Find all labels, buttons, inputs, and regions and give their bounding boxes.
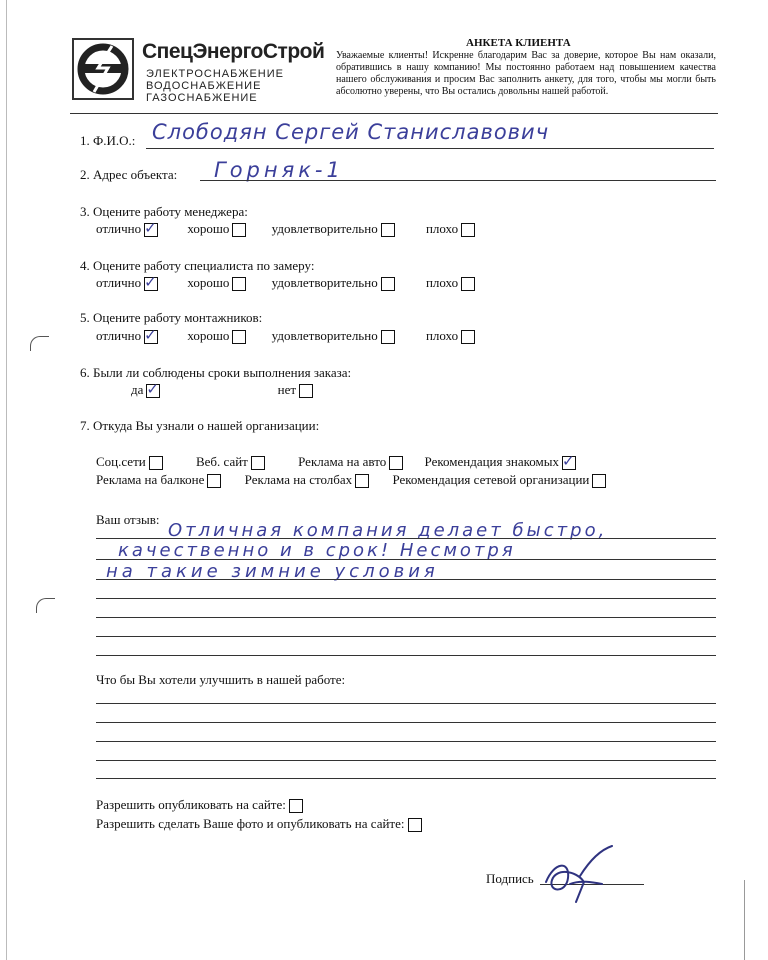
q4-bad-checkbox[interactable] bbox=[461, 277, 475, 291]
signature-handwriting[interactable] bbox=[540, 842, 620, 906]
q4-option-satisfactory: удовлетворительно bbox=[271, 275, 378, 290]
q6-option-yes: да bbox=[131, 382, 144, 397]
q3-bad-checkbox[interactable] bbox=[461, 223, 475, 237]
q5-good-checkbox[interactable] bbox=[232, 330, 246, 344]
q1-label: 1. Ф.И.О.: bbox=[80, 133, 136, 148]
q7-car-ads-checkbox[interactable] bbox=[389, 456, 403, 470]
q4-good-checkbox[interactable] bbox=[232, 277, 246, 291]
q6-no-checkbox[interactable] bbox=[299, 384, 313, 398]
q6-label: 6. Были ли соблюдены сроки выполнения заказа: bbox=[80, 365, 352, 380]
q5-label: 5. Оцените работу монтажников: bbox=[80, 310, 263, 325]
q7-option-balcony: Реклама на балконе bbox=[96, 472, 205, 487]
q7-option-car-ads: Реклама на авто bbox=[298, 454, 387, 469]
q5-options bbox=[96, 328, 475, 344]
checkmark-icon: ✓ bbox=[144, 273, 157, 292]
checkmark-icon: ✓ bbox=[144, 219, 157, 238]
q4-option-good: хорошо bbox=[187, 275, 230, 290]
q5-satisfactory-checkbox[interactable] bbox=[381, 330, 395, 344]
q4-option-bad: плохо bbox=[425, 275, 459, 290]
checkmark-icon: ✓ bbox=[146, 380, 159, 399]
publish-site-row bbox=[96, 797, 303, 813]
signature-label: Подпись bbox=[486, 871, 534, 886]
q7-social-checkbox[interactable] bbox=[149, 456, 163, 470]
logo-line-water: ВОДОСНАБЖЕНИЕ bbox=[146, 80, 262, 92]
q7-website-checkbox[interactable] bbox=[251, 456, 265, 470]
q3-good-checkbox[interactable] bbox=[232, 223, 246, 237]
q2-label: 2. Адрес объекта: bbox=[80, 167, 178, 182]
q7-poles-checkbox[interactable] bbox=[355, 474, 369, 488]
q5-option-bad: плохо bbox=[425, 328, 459, 343]
q7-balcony-checkbox[interactable] bbox=[207, 474, 221, 488]
q7-option-poles: Реклама на столбах bbox=[244, 472, 353, 487]
q5-option-good: хорошо bbox=[187, 328, 230, 343]
q7-options-row2 bbox=[96, 472, 606, 488]
review-line bbox=[96, 617, 716, 618]
q3-label: 3. Оцените работу менеджера: bbox=[80, 204, 248, 219]
q6-options bbox=[131, 382, 313, 398]
q5-excellent-checkbox[interactable] bbox=[144, 326, 158, 345]
scan-mark bbox=[30, 336, 49, 351]
q3-options bbox=[96, 221, 475, 237]
q5-option-excellent: отлично bbox=[96, 328, 142, 343]
q3-option-bad: плохо bbox=[425, 221, 459, 236]
q4-label: 4. Оцените работу специалиста по замеру: bbox=[80, 258, 315, 273]
q3-satisfactory-checkbox[interactable] bbox=[381, 223, 395, 237]
publish-photo-row bbox=[96, 816, 422, 832]
improve-line bbox=[96, 778, 716, 779]
logo-line-gas: ГАЗОСНАБЖЕНИЕ bbox=[146, 92, 258, 104]
q4-excellent-checkbox[interactable] bbox=[144, 273, 158, 292]
q2-handwritten-address[interactable]: Горняк-1 bbox=[214, 158, 344, 182]
improve-line bbox=[96, 760, 716, 761]
scan-edge-left bbox=[6, 0, 7, 960]
q3-excellent-checkbox[interactable] bbox=[144, 219, 158, 238]
improve-line bbox=[96, 722, 716, 723]
q7-network-checkbox[interactable] bbox=[592, 474, 606, 488]
q4-option-excellent: отлично bbox=[96, 275, 142, 290]
logo-line-electric: ЭЛЕКТРОСНАБЖЕНИЕ bbox=[146, 68, 284, 80]
publish-site-label: Разрешить опубликовать на сайте: bbox=[96, 797, 286, 812]
q2-underline bbox=[200, 180, 716, 181]
scan-edge-right bbox=[744, 880, 745, 960]
signature-scribble-icon bbox=[540, 842, 620, 906]
q7-option-website: Веб. сайт bbox=[195, 454, 248, 469]
q7-option-friends: Рекомендация знакомых bbox=[424, 454, 559, 469]
review-line bbox=[96, 559, 716, 560]
review-line-1[interactable]: Отличная компания делает быстро, bbox=[168, 520, 608, 541]
q7-option-social: Соц.сети bbox=[96, 454, 146, 469]
q3-option-good: хорошо bbox=[187, 221, 230, 236]
q3-option-excellent: отлично bbox=[96, 221, 142, 236]
review-label: Ваш отзыв: bbox=[96, 512, 160, 527]
q7-options-row1 bbox=[96, 454, 576, 470]
review-line bbox=[96, 598, 716, 599]
logo-emblem-icon bbox=[72, 38, 134, 100]
q6-yes-checkbox[interactable] bbox=[146, 380, 160, 399]
q5-bad-checkbox[interactable] bbox=[461, 330, 475, 344]
q4-satisfactory-checkbox[interactable] bbox=[381, 277, 395, 291]
company-logo bbox=[72, 38, 134, 100]
checkmark-icon: ✓ bbox=[144, 326, 157, 345]
q1-underline bbox=[146, 148, 714, 149]
improve-label: Что бы Вы хотели улучшить в нашей работе: bbox=[96, 672, 346, 687]
q6-option-no: нет bbox=[277, 382, 297, 397]
company-name: СпецЭнергоСтрой bbox=[142, 40, 325, 63]
publish-photo-checkbox[interactable] bbox=[408, 818, 422, 832]
q3-option-satisfactory: удовлетворительно bbox=[271, 221, 378, 236]
review-line bbox=[96, 636, 716, 637]
improve-line bbox=[96, 703, 716, 704]
q1-handwritten-name[interactable]: Слободян Сергей Станиславович bbox=[152, 120, 550, 144]
scan-mark bbox=[36, 598, 55, 613]
improve-line bbox=[96, 741, 716, 742]
header-divider bbox=[70, 113, 718, 114]
review-line-2[interactable]: качественно и в срок! Несмотря bbox=[118, 540, 516, 561]
q4-options bbox=[96, 275, 475, 291]
q7-friends-checkbox[interactable] bbox=[561, 452, 576, 471]
intro-text: Уважаемые клиенты! Искренне благодарим Вас за доверие, которое Вы нам оказали, обратившись в нашу компанию! Мы постоянно работаем над повышением качества нашего обслуживания и просим Вас заполнить анкету, для того, чтобы мы могли быть абсолютно уверены, что Вы остались довольны нашей работой. bbox=[336, 50, 716, 97]
q5-option-satisfactory: удовлетворительно bbox=[271, 328, 378, 343]
review-line bbox=[96, 655, 716, 656]
review-line-3[interactable]: на такие зимние условия bbox=[106, 561, 439, 582]
review-line bbox=[96, 579, 716, 580]
checkmark-icon: ✓ bbox=[561, 452, 575, 471]
publish-photo-label: Разрешить сделать Ваше фото и опубликовать на сайте: bbox=[96, 816, 405, 831]
q7-option-network: Рекомендация сетевой организации bbox=[392, 472, 590, 487]
publish-site-checkbox[interactable] bbox=[289, 799, 303, 813]
q7-label: 7. Откуда Вы узнали о нашей организации: bbox=[80, 418, 320, 433]
form-title: АНКЕТА КЛИЕНТА bbox=[466, 37, 571, 49]
review-line bbox=[96, 538, 716, 539]
